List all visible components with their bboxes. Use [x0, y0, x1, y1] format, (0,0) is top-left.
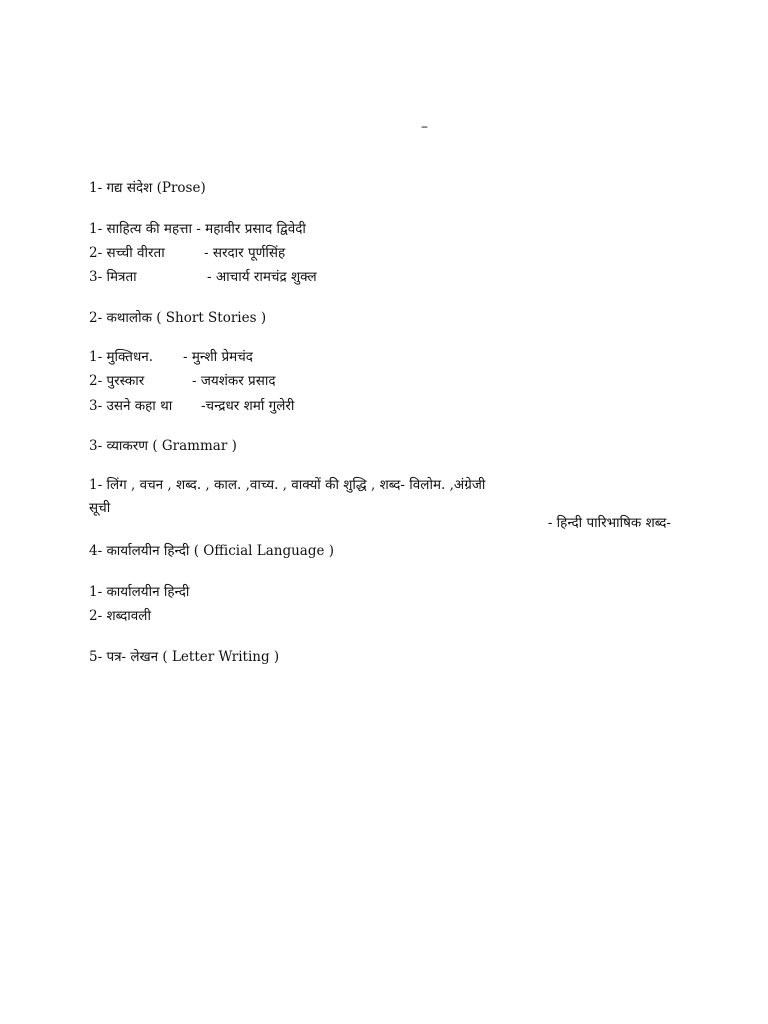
item-title: 3- उसने कहा था [89, 398, 173, 414]
item-title: 3- मित्रता [89, 269, 137, 285]
section-heading-official-language: 4- कार्यालयीन हिन्दी ( Official Language ) [89, 543, 335, 559]
list-item: 1- कार्यालयीन हिन्दी [89, 584, 190, 600]
list-item: 2- शब्दावली [89, 608, 151, 624]
item-author: - आचार्य रामचंद्र शुक्ल [207, 269, 317, 285]
list-item [89, 348, 253, 366]
item-title: 1- मुक्तिधन. [89, 349, 154, 365]
list-item [89, 397, 295, 415]
list-item [89, 268, 317, 286]
section-heading-grammar: 3- व्याकरण ( Grammar ) [89, 438, 237, 454]
item-author: - मुन्शी प्रेमचंद [183, 349, 253, 365]
item-author: - सरदार पूर्णसिंह [204, 245, 286, 261]
section-heading-letter-writing: 5- पत्र- लेखन ( Letter Writing ) [89, 649, 280, 665]
list-item [89, 372, 276, 390]
grammar-topics-right-line: - हिन्दी पारिभाषिक शब्द- [547, 515, 671, 531]
section-heading-prose: 1- गद्य संदेश (Prose) [89, 180, 206, 196]
item-title: 1- साहित्य की महत्ता [89, 221, 192, 237]
section-heading-short-stories: 2- कथालोक ( Short Stories ) [89, 310, 267, 326]
grammar-topics-line: सूची [89, 500, 111, 516]
list-item [89, 244, 286, 262]
item-author: - जयशंकर प्रसाद [192, 373, 276, 389]
item-title: 2- पुरस्कार [89, 373, 145, 389]
grammar-topics-line: 1- लिंग , वचन , शब्द. , काल. ,वाच्य. , वाक्यों की शुद्धि , शब्द- विलोम. ,अंग्रेजी [89, 477, 486, 493]
item-author: -चन्द्रधर शर्मा गुलेरी [201, 398, 295, 414]
item-title: 2- सच्ची वीरता [89, 245, 165, 261]
item-author: - महावीर प्रसाद द्विवेदी [192, 221, 306, 237]
top-dash-mark: – [421, 119, 428, 135]
list-item [89, 220, 306, 238]
